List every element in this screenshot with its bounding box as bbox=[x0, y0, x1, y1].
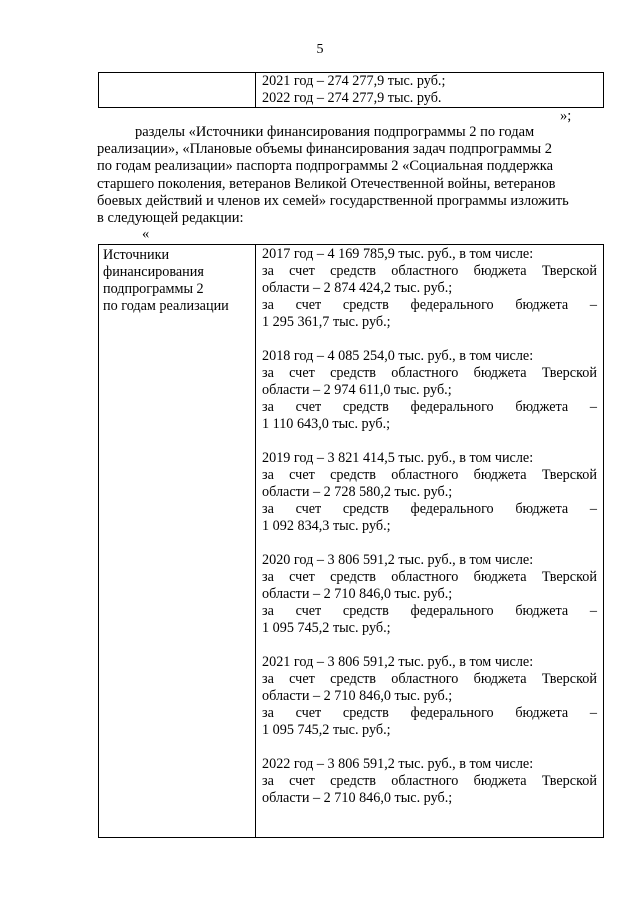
word: средств bbox=[342, 297, 389, 313]
year-block bbox=[262, 450, 597, 535]
word: счет bbox=[289, 467, 315, 483]
word: счет bbox=[289, 773, 315, 789]
word: областного bbox=[391, 365, 459, 381]
word: федерального bbox=[410, 705, 494, 721]
word: федерального bbox=[410, 399, 494, 415]
word: за bbox=[262, 399, 274, 415]
word: – bbox=[589, 297, 597, 313]
body-paragraph bbox=[97, 124, 601, 227]
regional-amount: области – 2 710 846,0 тыс. руб.; bbox=[262, 586, 453, 602]
year-block bbox=[262, 756, 597, 807]
federal-source-line bbox=[262, 399, 597, 416]
word: бюджета bbox=[473, 263, 527, 279]
federal-amount: 1 095 745,2 тыс. руб.; bbox=[262, 620, 391, 636]
page-number: 5 bbox=[316, 42, 324, 57]
word: счет bbox=[295, 297, 322, 313]
federal-source-line bbox=[262, 297, 597, 314]
table-cell-empty bbox=[99, 73, 256, 108]
word: бюджета bbox=[515, 297, 569, 313]
year-total: 2021 год – 3 806 591,2 тыс. руб., в том числе: bbox=[262, 654, 534, 670]
regional-source-line bbox=[262, 773, 597, 790]
table-row bbox=[99, 73, 604, 108]
word: средств bbox=[342, 603, 389, 619]
amount-line: 2021 год – 274 277,9 тыс. руб.; bbox=[262, 73, 446, 89]
word: за bbox=[262, 467, 274, 483]
word: за bbox=[262, 603, 274, 619]
word: счет bbox=[295, 399, 322, 415]
year-block bbox=[262, 348, 597, 433]
word: федерального bbox=[410, 501, 494, 517]
word: средств bbox=[330, 671, 377, 687]
word: за bbox=[262, 773, 274, 789]
table-cell-years bbox=[256, 245, 604, 838]
paragraph-line: реализации», «Плановые объемы финансирования задач подпрограммы 2 bbox=[97, 141, 553, 158]
word: средств bbox=[342, 501, 389, 517]
word: за bbox=[262, 671, 274, 687]
word: бюджета bbox=[515, 501, 569, 517]
word: средств bbox=[330, 467, 377, 483]
paragraph-line: боевых действий и членов их семей» государственной программы изложить bbox=[97, 192, 569, 209]
federal-amount: 1 110 643,0 тыс. руб.; bbox=[262, 416, 391, 432]
word: Тверской bbox=[541, 773, 597, 789]
year-total: 2019 год – 3 821 414,5 тыс. руб., в том числе: bbox=[262, 450, 534, 466]
word: за bbox=[262, 569, 274, 585]
year-block bbox=[262, 552, 597, 637]
paragraph-line: разделы «Источники финансирования подпрограммы 2 по годам bbox=[135, 124, 535, 140]
word: – bbox=[589, 603, 597, 619]
word: счет bbox=[295, 705, 322, 721]
word: средств bbox=[330, 263, 377, 279]
regional-amount: области – 2 974 611,0 тыс. руб.; bbox=[262, 382, 452, 398]
word: Тверской bbox=[541, 569, 597, 585]
word: Тверской bbox=[541, 365, 597, 381]
word: – bbox=[589, 399, 597, 415]
continued-table bbox=[98, 72, 604, 108]
word: областного bbox=[391, 569, 459, 585]
amount-line: 2022 год – 274 277,9 тыс. руб. bbox=[262, 90, 442, 106]
regional-source-line bbox=[262, 671, 597, 688]
word: областного bbox=[391, 263, 459, 279]
word: счет bbox=[289, 671, 315, 687]
word: счет bbox=[289, 263, 315, 279]
regional-amount: области – 2 728 580,2 тыс. руб.; bbox=[262, 484, 453, 500]
year-block bbox=[262, 654, 597, 739]
word: счет bbox=[289, 365, 315, 381]
word: бюджета bbox=[473, 671, 527, 687]
word: бюджета bbox=[473, 569, 527, 585]
federal-amount: 1 295 361,7 тыс. руб.; bbox=[262, 314, 391, 330]
opening-quote-mark: « bbox=[142, 226, 150, 242]
word: бюджета bbox=[515, 705, 569, 721]
regional-source-line bbox=[262, 569, 597, 586]
federal-source-line bbox=[262, 603, 597, 620]
heading-line: финансирования bbox=[103, 264, 204, 280]
paragraph-line: в следующей редакции: bbox=[97, 210, 244, 227]
word: за bbox=[262, 501, 274, 517]
heading-line: Источники bbox=[103, 247, 170, 263]
word: счет bbox=[295, 501, 322, 517]
word: средств bbox=[342, 705, 389, 721]
year-total: 2017 год – 4 169 785,9 тыс. руб., в том числе: bbox=[262, 246, 534, 262]
regional-amount: области – 2 874 424,2 тыс. руб.; bbox=[262, 280, 453, 296]
word: средств bbox=[330, 365, 377, 381]
word: бюджета bbox=[473, 773, 527, 789]
paragraph-line: старшего поколения, ветеранов Великой Отечественной войны, ветеранов bbox=[97, 175, 556, 192]
word: областного bbox=[391, 773, 459, 789]
closing-quote-mark: »; bbox=[560, 108, 572, 124]
year-total: 2020 год – 3 806 591,2 тыс. руб., в том числе: bbox=[262, 552, 534, 568]
regional-source-line bbox=[262, 365, 597, 382]
word: за bbox=[262, 263, 274, 279]
year-total: 2022 год – 3 806 591,2 тыс. руб., в том числе: bbox=[262, 756, 534, 772]
table-row bbox=[99, 245, 604, 838]
word: средств bbox=[342, 399, 389, 415]
word: средств bbox=[330, 569, 377, 585]
word: областного bbox=[391, 467, 459, 483]
heading-line: подпрограммы 2 bbox=[103, 281, 204, 297]
word: Тверской bbox=[541, 263, 597, 279]
financing-table bbox=[98, 244, 604, 838]
table-cell-amounts bbox=[256, 73, 604, 108]
word: счет bbox=[289, 569, 315, 585]
word: средств bbox=[330, 773, 377, 789]
federal-amount: 1 095 745,2 тыс. руб.; bbox=[262, 722, 391, 738]
word: счет bbox=[295, 603, 322, 619]
word: Тверской bbox=[541, 671, 597, 687]
year-block bbox=[262, 246, 597, 331]
word: федерального bbox=[410, 297, 494, 313]
federal-source-line bbox=[262, 705, 597, 722]
regional-source-line bbox=[262, 263, 597, 280]
heading-line: по годам реализации bbox=[103, 298, 229, 314]
word: – bbox=[589, 501, 597, 517]
regional-source-line bbox=[262, 467, 597, 484]
federal-amount: 1 092 834,3 тыс. руб.; bbox=[262, 518, 391, 534]
word: бюджета bbox=[515, 603, 569, 619]
word: федерального bbox=[410, 603, 494, 619]
word: бюджета bbox=[473, 365, 527, 381]
word: бюджета bbox=[473, 467, 527, 483]
regional-amount: области – 2 710 846,0 тыс. руб.; bbox=[262, 688, 453, 704]
federal-source-line bbox=[262, 501, 597, 518]
word: Тверской bbox=[541, 467, 597, 483]
word: бюджета bbox=[515, 399, 569, 415]
table-cell-heading bbox=[99, 245, 256, 838]
year-total: 2018 год – 4 085 254,0 тыс. руб., в том числе: bbox=[262, 348, 534, 364]
word: за bbox=[262, 365, 274, 381]
word: за bbox=[262, 705, 274, 721]
word: областного bbox=[391, 671, 459, 687]
word: – bbox=[589, 705, 597, 721]
word: за bbox=[262, 297, 274, 313]
paragraph-line: по годам реализации» паспорта подпрограммы 2 «Социальная поддержка bbox=[97, 158, 554, 175]
regional-amount: области – 2 710 846,0 тыс. руб.; bbox=[262, 790, 453, 806]
